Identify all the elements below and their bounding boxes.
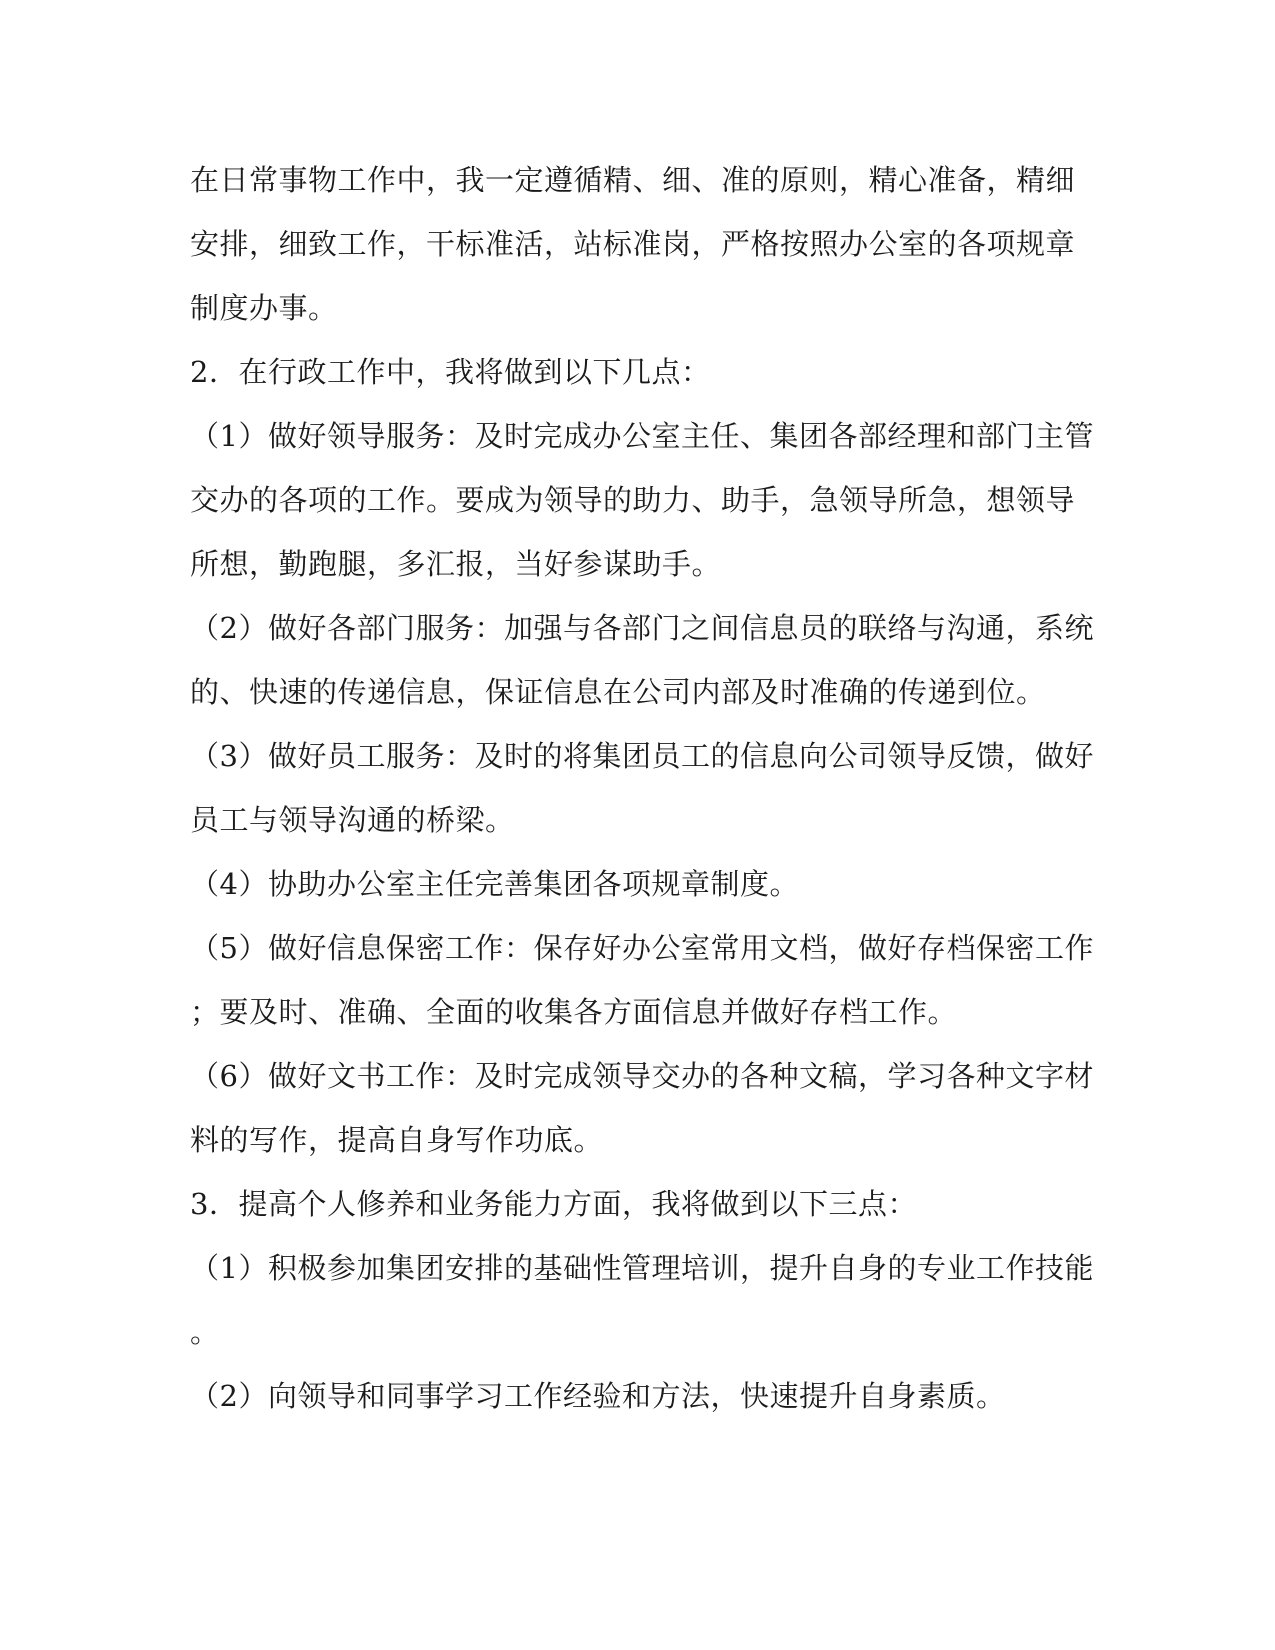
text-line: 交办的各项的工作。要成为领导的助力、助手，急领导所急，想领导: [190, 483, 1076, 517]
text-line: 。: [190, 1315, 220, 1349]
list-item: （2）向领导和同事学习工作经验和方法，快速提升自身素质。: [190, 1379, 1006, 1413]
text-line: ；要及时、准确、全面的收集各方面信息并做好存档工作。: [190, 995, 958, 1029]
list-item: （5）做好信息保密工作：保存好办公室常用文档，做好存档保密工作: [190, 931, 1094, 965]
document-body: [190, 148, 1094, 1428]
list-item: （2）做好各部门服务：加强与各部门之间信息员的联络与沟通，系统: [190, 611, 1094, 645]
list-item: （6）做好文书工作：及时完成领导交办的各种文稿，学习各种文字材: [190, 1059, 1094, 1093]
text-line: 安排，细致工作，干标准活，站标准岗，严格按照办公室的各项规章: [190, 227, 1076, 261]
text-line: 料的写作，提高自身写作功底。: [190, 1123, 604, 1157]
text-line: 的、快速的传递信息，保证信息在公司内部及时准确的传递到位。: [190, 675, 1046, 709]
text-line: 所想，勤跑腿，多汇报，当好参谋助手。: [190, 547, 722, 581]
list-item: （1）积极参加集团安排的基础性管理培训，提升自身的专业工作技能: [190, 1251, 1094, 1285]
list-item: （1）做好领导服务：及时完成办公室主任、集团各部经理和部门主管: [190, 419, 1094, 453]
section-heading: 2．在行政工作中，我将做到以下几点：: [190, 355, 711, 389]
text-line: 制度办事。: [190, 291, 338, 325]
list-item: （3）做好员工服务：及时的将集团员工的信息向公司领导反馈，做好: [190, 739, 1094, 773]
list-item: （4）协助办公室主任完善集团各项规章制度。: [190, 867, 799, 901]
text-line: 在日常事物工作中，我一定遵循精、细、准的原则，精心准备，精细: [190, 163, 1076, 197]
section-heading: 3．提高个人修养和业务能力方面，我将做到以下三点：: [190, 1187, 917, 1221]
text-line: 员工与领导沟通的桥梁。: [190, 803, 515, 837]
